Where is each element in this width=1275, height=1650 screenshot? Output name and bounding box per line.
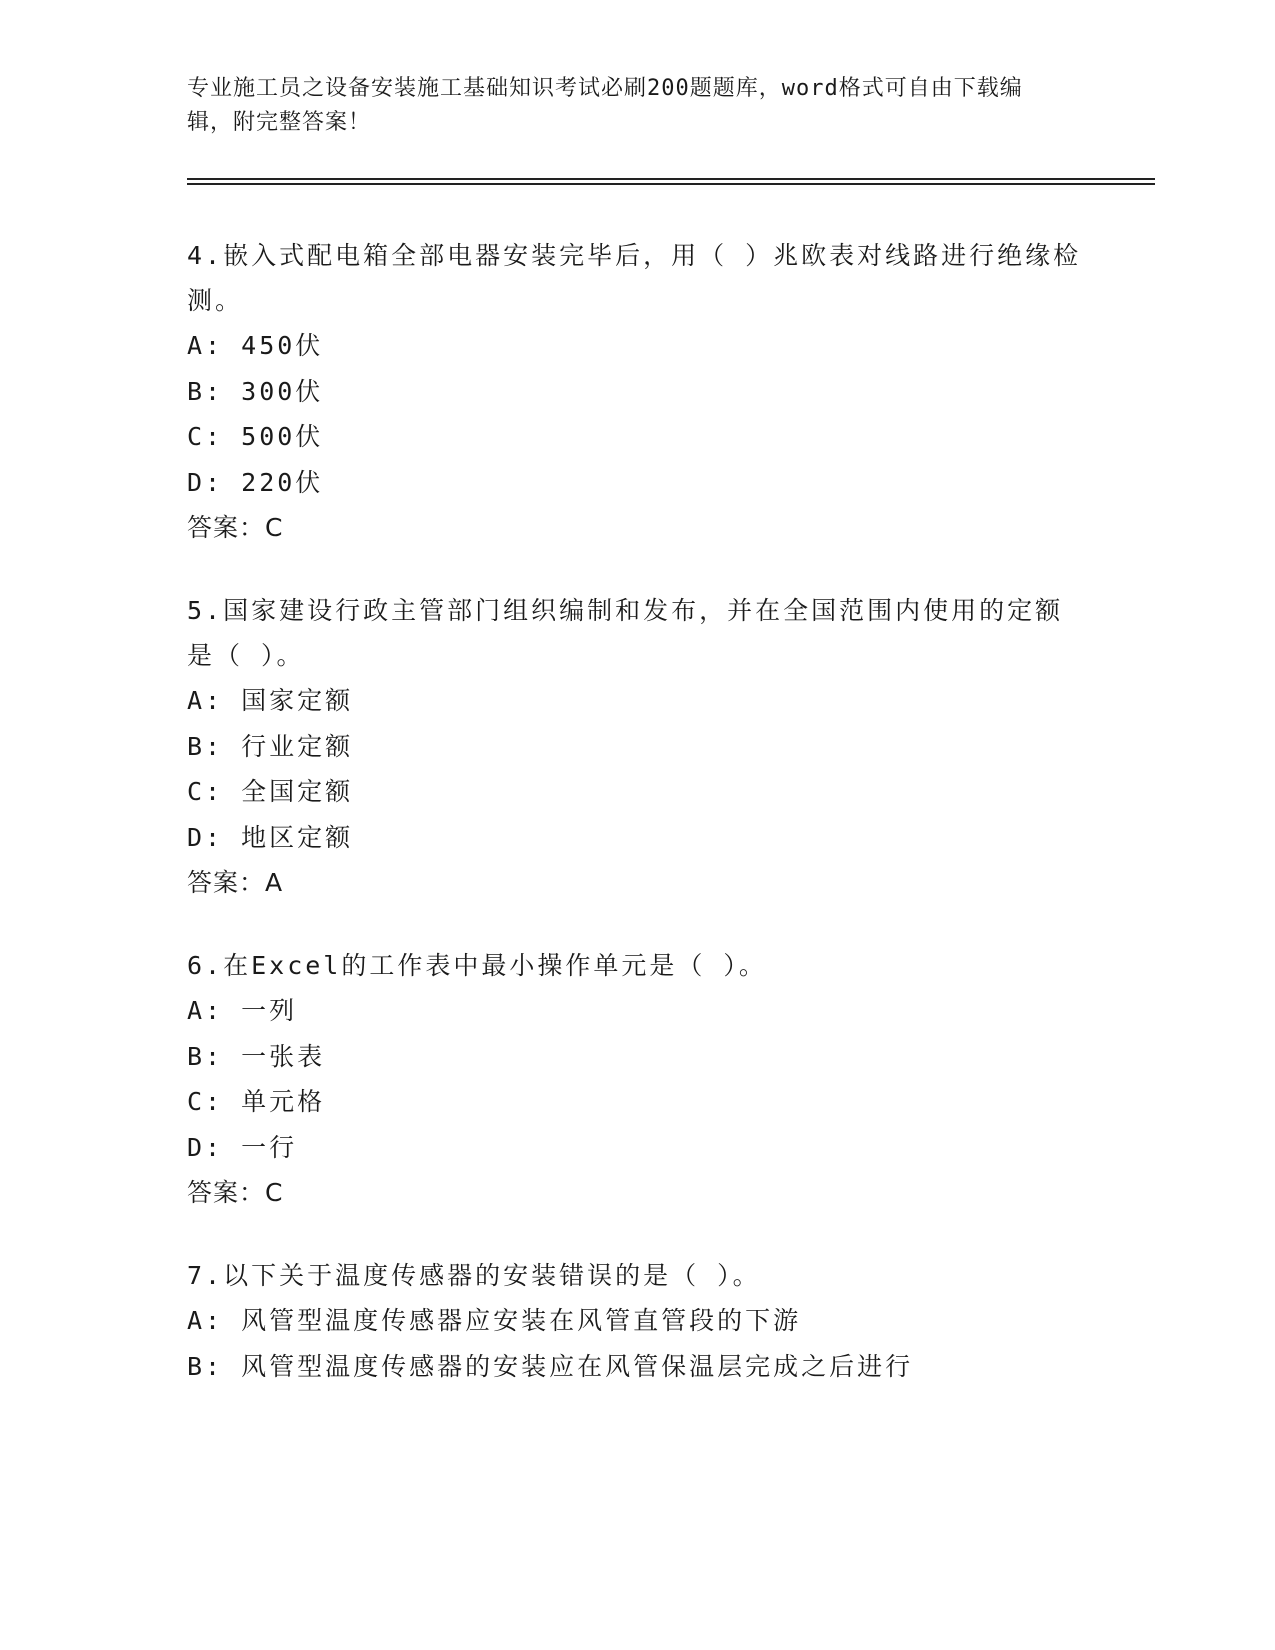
option-a: A: 450伏: [187, 331, 324, 360]
question-4: [187, 233, 1087, 550]
option-d: D: 一行: [187, 1132, 298, 1162]
question-stem: 5.国家建设行政主管部门组织编制和发布，并在全国范围内使用的定额是（ ）。: [187, 596, 1064, 670]
question-5: [187, 588, 1087, 905]
option-b: B: 一张表: [187, 1041, 326, 1071]
option-a: A: 风管型温度传感器应安装在风管直管段的下游: [187, 1306, 802, 1335]
header-rule-top: [187, 178, 1155, 180]
option-c: C: 500伏: [187, 422, 324, 451]
document-header: 专业施工员之设备安装施工基础知识考试必刷200题题库，word格式可自由下载编辑，附完整答案！: [187, 76, 1023, 135]
header-rule-bottom: [187, 183, 1155, 185]
answer-line: 答案：A: [187, 868, 284, 897]
question-7: [187, 1253, 1087, 1389]
answer-line: 答案：C: [187, 513, 284, 542]
option-a: A: 一列: [187, 996, 298, 1025]
option-d: D: 220伏: [187, 467, 324, 497]
option-a: A: 国家定额: [187, 686, 354, 715]
option-c: C: 单元格: [187, 1087, 326, 1116]
option-b: B: 行业定额: [187, 731, 354, 761]
option-b: B: 风管型温度传感器的安装应在风管保温层完成之后进行: [187, 1351, 914, 1381]
option-c: C: 全国定额: [187, 777, 354, 806]
question-6: [187, 943, 1087, 1215]
option-d: D: 地区定额: [187, 822, 354, 852]
question-stem: 6.在Excel的工作表中最小操作单元是（ ）。: [187, 951, 767, 980]
question-stem: 7.以下关于温度传感器的安装错误的是（ ）。: [187, 1261, 761, 1290]
answer-line: 答案：C: [187, 1178, 284, 1207]
question-stem: 4.嵌入式配电箱全部电器安装完毕后，用（ ）兆欧表对线路进行绝缘检测。: [187, 241, 1082, 315]
option-b: B: 300伏: [187, 376, 324, 406]
question-list: [187, 233, 1087, 1427]
